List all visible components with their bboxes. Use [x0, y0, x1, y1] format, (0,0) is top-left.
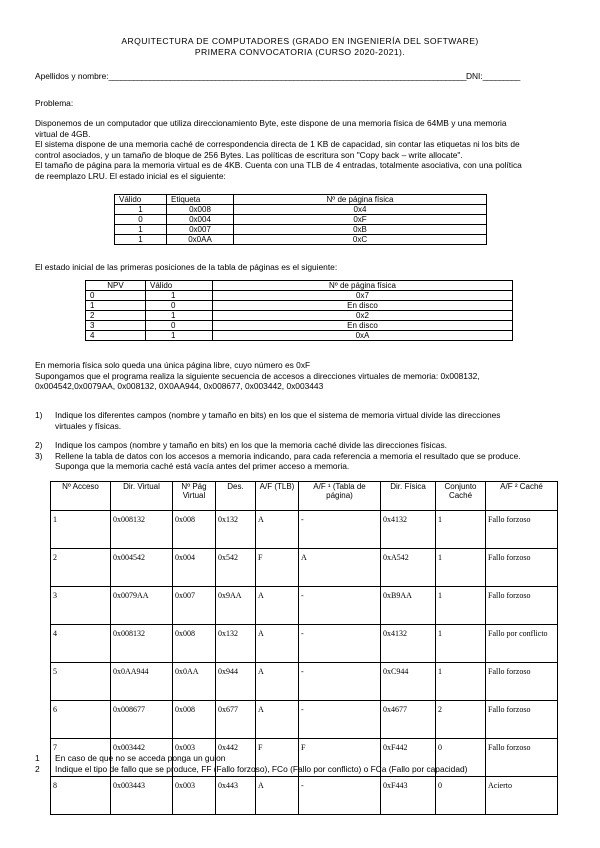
table-row: 1 0x0AA 0xC: [115, 235, 487, 245]
table-cell: A: [299, 549, 381, 587]
table-cell: 0xB9AA: [381, 587, 436, 625]
table-cell: 4: [51, 625, 111, 663]
table-cell: 0x4677: [381, 701, 436, 739]
table-header: Dir. Virtual: [111, 482, 173, 511]
table-header: A/F ² Caché: [486, 482, 558, 511]
intro-line: control asociados, y un tamaño de bloque de 256 Bytes. Las políticas de escritura son "Copy back – write allocate".: [35, 149, 463, 160]
table-cell: 3: [51, 587, 111, 625]
table-cell: 0x008132: [111, 511, 173, 549]
table-cell: 0x004542: [111, 549, 173, 587]
table-cell: Fallo forzoso: [486, 549, 558, 587]
intro-line: El tamaño de página para la memoria virtual es de 4KB. Cuenta con una TLB de 4 entradas, totalmente asociativa, con una política: [35, 160, 522, 171]
table-header: NPV: [86, 281, 146, 291]
table-cell: 0x004: [173, 549, 216, 587]
table-row: [51, 511, 558, 549]
table-cell: 0x008677: [111, 701, 173, 739]
table-cell: A: [256, 625, 299, 663]
tlb-table: [114, 194, 487, 245]
table-cell: -: [299, 511, 381, 549]
page-table-intro: El estado inicial de las primeras posiciones de la tabla de páginas es el siguiente:: [35, 262, 338, 272]
text-line: En memoria física solo queda una única página libre, cuyo número es 0xF: [35, 360, 311, 370]
table-cell: Fallo forzoso: [486, 511, 558, 549]
questions: [35, 410, 575, 472]
table-cell: 8: [51, 777, 111, 815]
table-cell: 0x132: [216, 625, 256, 663]
table-row: [51, 701, 558, 739]
name-field: [35, 71, 575, 82]
dni-input-line[interactable]: _________: [482, 71, 520, 81]
table-cell: Fallo por conflicto: [486, 625, 558, 663]
table-cell: 0x677: [216, 701, 256, 739]
table-cell: 2: [436, 701, 486, 739]
table-cell: 0x944: [216, 663, 256, 701]
name-label: Apellidos y nombre:: [35, 71, 109, 81]
table-header: Conjunto Caché: [436, 482, 486, 511]
table-cell: 0: [436, 739, 486, 777]
table-cell: 1: [436, 511, 486, 549]
table-cell: 7: [51, 739, 111, 777]
table-cell: 0x0079AA: [111, 587, 173, 625]
table-cell: 0x132: [216, 511, 256, 549]
table-row: [51, 663, 558, 701]
table-cell: 1: [51, 511, 111, 549]
table-cell: A: [256, 663, 299, 701]
table-cell: 1: [436, 549, 486, 587]
table-cell: 0xF443: [381, 777, 436, 815]
text-line: 0x004542,0x0079AA, 0x008132, 0X0AA944, 0x008677, 0x003442, 0x003443: [35, 381, 324, 392]
text-line: Supongamos que el programa realiza la siguiente secuencia de accesos a direcciones virtuales de memoria: 0x008132,: [35, 370, 480, 381]
table-header: Válido: [146, 281, 213, 291]
question-1: 1) Indique los diferentes campos (nombre y tamaño en bits) en los que el sistema de memoria virtual divide las direcciones virtuales y físicas.: [35, 410, 501, 431]
table-cell: 0x003: [173, 777, 216, 815]
table-row: 1 0x007 0xB: [115, 225, 487, 235]
table-cell: 1: [436, 663, 486, 701]
table-header: A/F ¹ (Tabla de página): [299, 482, 381, 511]
table-cell: 0x003443: [111, 777, 173, 815]
table-cell: -: [299, 777, 381, 815]
table-cell: Fallo forzoso: [486, 739, 558, 777]
table-cell: 0x008: [173, 701, 216, 739]
problem-intro: [35, 118, 575, 182]
table-cell: 0: [436, 777, 486, 815]
table-cell: 2: [51, 549, 111, 587]
footnotes: [35, 753, 595, 775]
table-cell: 0x4132: [381, 625, 436, 663]
table-cell: 0x9AA: [216, 587, 256, 625]
table-cell: 0xA542: [381, 549, 436, 587]
table-row: [51, 549, 558, 587]
table-cell: -: [299, 701, 381, 739]
table-cell: F: [256, 549, 299, 587]
table-cell: 5: [51, 663, 111, 701]
table-cell: Fallo forzoso: [486, 701, 558, 739]
table-cell: -: [299, 663, 381, 701]
question-2: 2) Indique los campos (nombre y tamaño en bits) en los que la memoria caché divide las direcciones físicas.: [35, 440, 447, 451]
table-cell: 0x003: [173, 739, 216, 777]
name-input-line[interactable]: _______________________________________________________________________________________: [108, 71, 466, 81]
table-cell: 0x008132: [111, 625, 173, 663]
table-cell: 0x542: [216, 549, 256, 587]
question-3: 3) Rellene la tabla de datos con los accesos a memoria indicando, para cada referencia a memoria el resultado que se produce. Suponga que la memoria caché está vacía antes del primer acceso a memoria.: [35, 450, 521, 472]
table-row: [51, 587, 558, 625]
table-header: Nº de página física: [234, 195, 487, 205]
table-cell: Acierto: [486, 777, 558, 815]
table-header: Dir. Física: [381, 482, 436, 511]
table-cell: F: [256, 739, 299, 777]
problem-label: Problema:: [35, 98, 74, 108]
table-header: Des.: [216, 482, 256, 511]
table-header: Nº Acceso: [51, 482, 111, 511]
footnote-1: 1 En caso de que no se acceda ponga un guion: [35, 753, 226, 763]
table-header: Válido: [115, 195, 167, 205]
table-cell: A: [256, 701, 299, 739]
table-cell: A: [256, 777, 299, 815]
table-cell: -: [299, 587, 381, 625]
table-cell: 0x0AA944: [111, 663, 173, 701]
footnote-2: 2 Indique el tipo de fallo que se produce, FF (Fallo forzoso), FCo (Fallo por conflicto) o FCa (Fallo por capacidad): [35, 764, 468, 774]
table-cell: 0x008: [173, 511, 216, 549]
table-row: [51, 777, 558, 815]
table-row: 1 0x008 0x4: [115, 205, 487, 215]
table-header: Nº de página física: [213, 281, 513, 291]
table-cell: A: [256, 587, 299, 625]
intro-line: Disponemos de un computador que utiliza direccionamiento Byte, este dispone de una memoria física de 64MB y una memoria: [35, 118, 507, 128]
table-header: Etiqueta: [167, 195, 234, 205]
table-cell: Fallo forzoso: [486, 663, 558, 701]
table-cell: 0x007: [173, 587, 216, 625]
intro-line: El sistema dispone de una memoria caché de correspondencia directa de 1 KB de capacidad, sin contar las etiquetas ni los bits de: [35, 139, 520, 150]
intro-line: virtual de 4GB.: [35, 128, 91, 139]
table-row: 3 0 En disco: [86, 321, 513, 331]
table-row: 1 0 En disco: [86, 301, 513, 311]
table-row: 0 1 0x7: [86, 291, 513, 301]
table-cell: 0x442: [216, 739, 256, 777]
table-cell: 0x003442: [111, 739, 173, 777]
page-table: [85, 280, 513, 341]
table-cell: A: [256, 511, 299, 549]
table-cell: F: [299, 739, 381, 777]
table-row: [51, 625, 558, 663]
header-line-1: ARQUITECTURA DE COMPUTADORES (GRADO EN INGENIERÍA DEL SOFTWARE): [121, 36, 479, 46]
dni-label: DNI:: [465, 71, 483, 81]
table-header: A/F (TLB): [256, 482, 299, 511]
table-cell: 0xF442: [381, 739, 436, 777]
table-cell: 0x008: [173, 625, 216, 663]
table-cell: 0x4132: [381, 511, 436, 549]
table-cell: 1: [436, 625, 486, 663]
table-cell: 6: [51, 701, 111, 739]
table-cell: 0xC944: [381, 663, 436, 701]
table-cell: -: [299, 625, 381, 663]
table-cell: 1: [436, 587, 486, 625]
table-row: 4 1 0xA: [86, 331, 513, 341]
table-cell: 0x443: [216, 777, 256, 815]
table-cell: Fallo forzoso: [486, 587, 558, 625]
table-row: 0 0x004 0xF: [115, 215, 487, 225]
table-cell: 0x0AA: [173, 663, 216, 701]
intro-line: de reemplazo LRU. El estado inicial es el siguiente:: [35, 170, 226, 181]
table-header: Nº Pág Virtual: [173, 482, 216, 511]
access-sequence: [35, 360, 575, 392]
table-row: 2 1 0x2: [86, 311, 513, 321]
header-line-2: PRIMERA CONVOCATORIA (CURSO 2020-2021).: [194, 46, 406, 57]
exam-header: [0, 36, 600, 57]
